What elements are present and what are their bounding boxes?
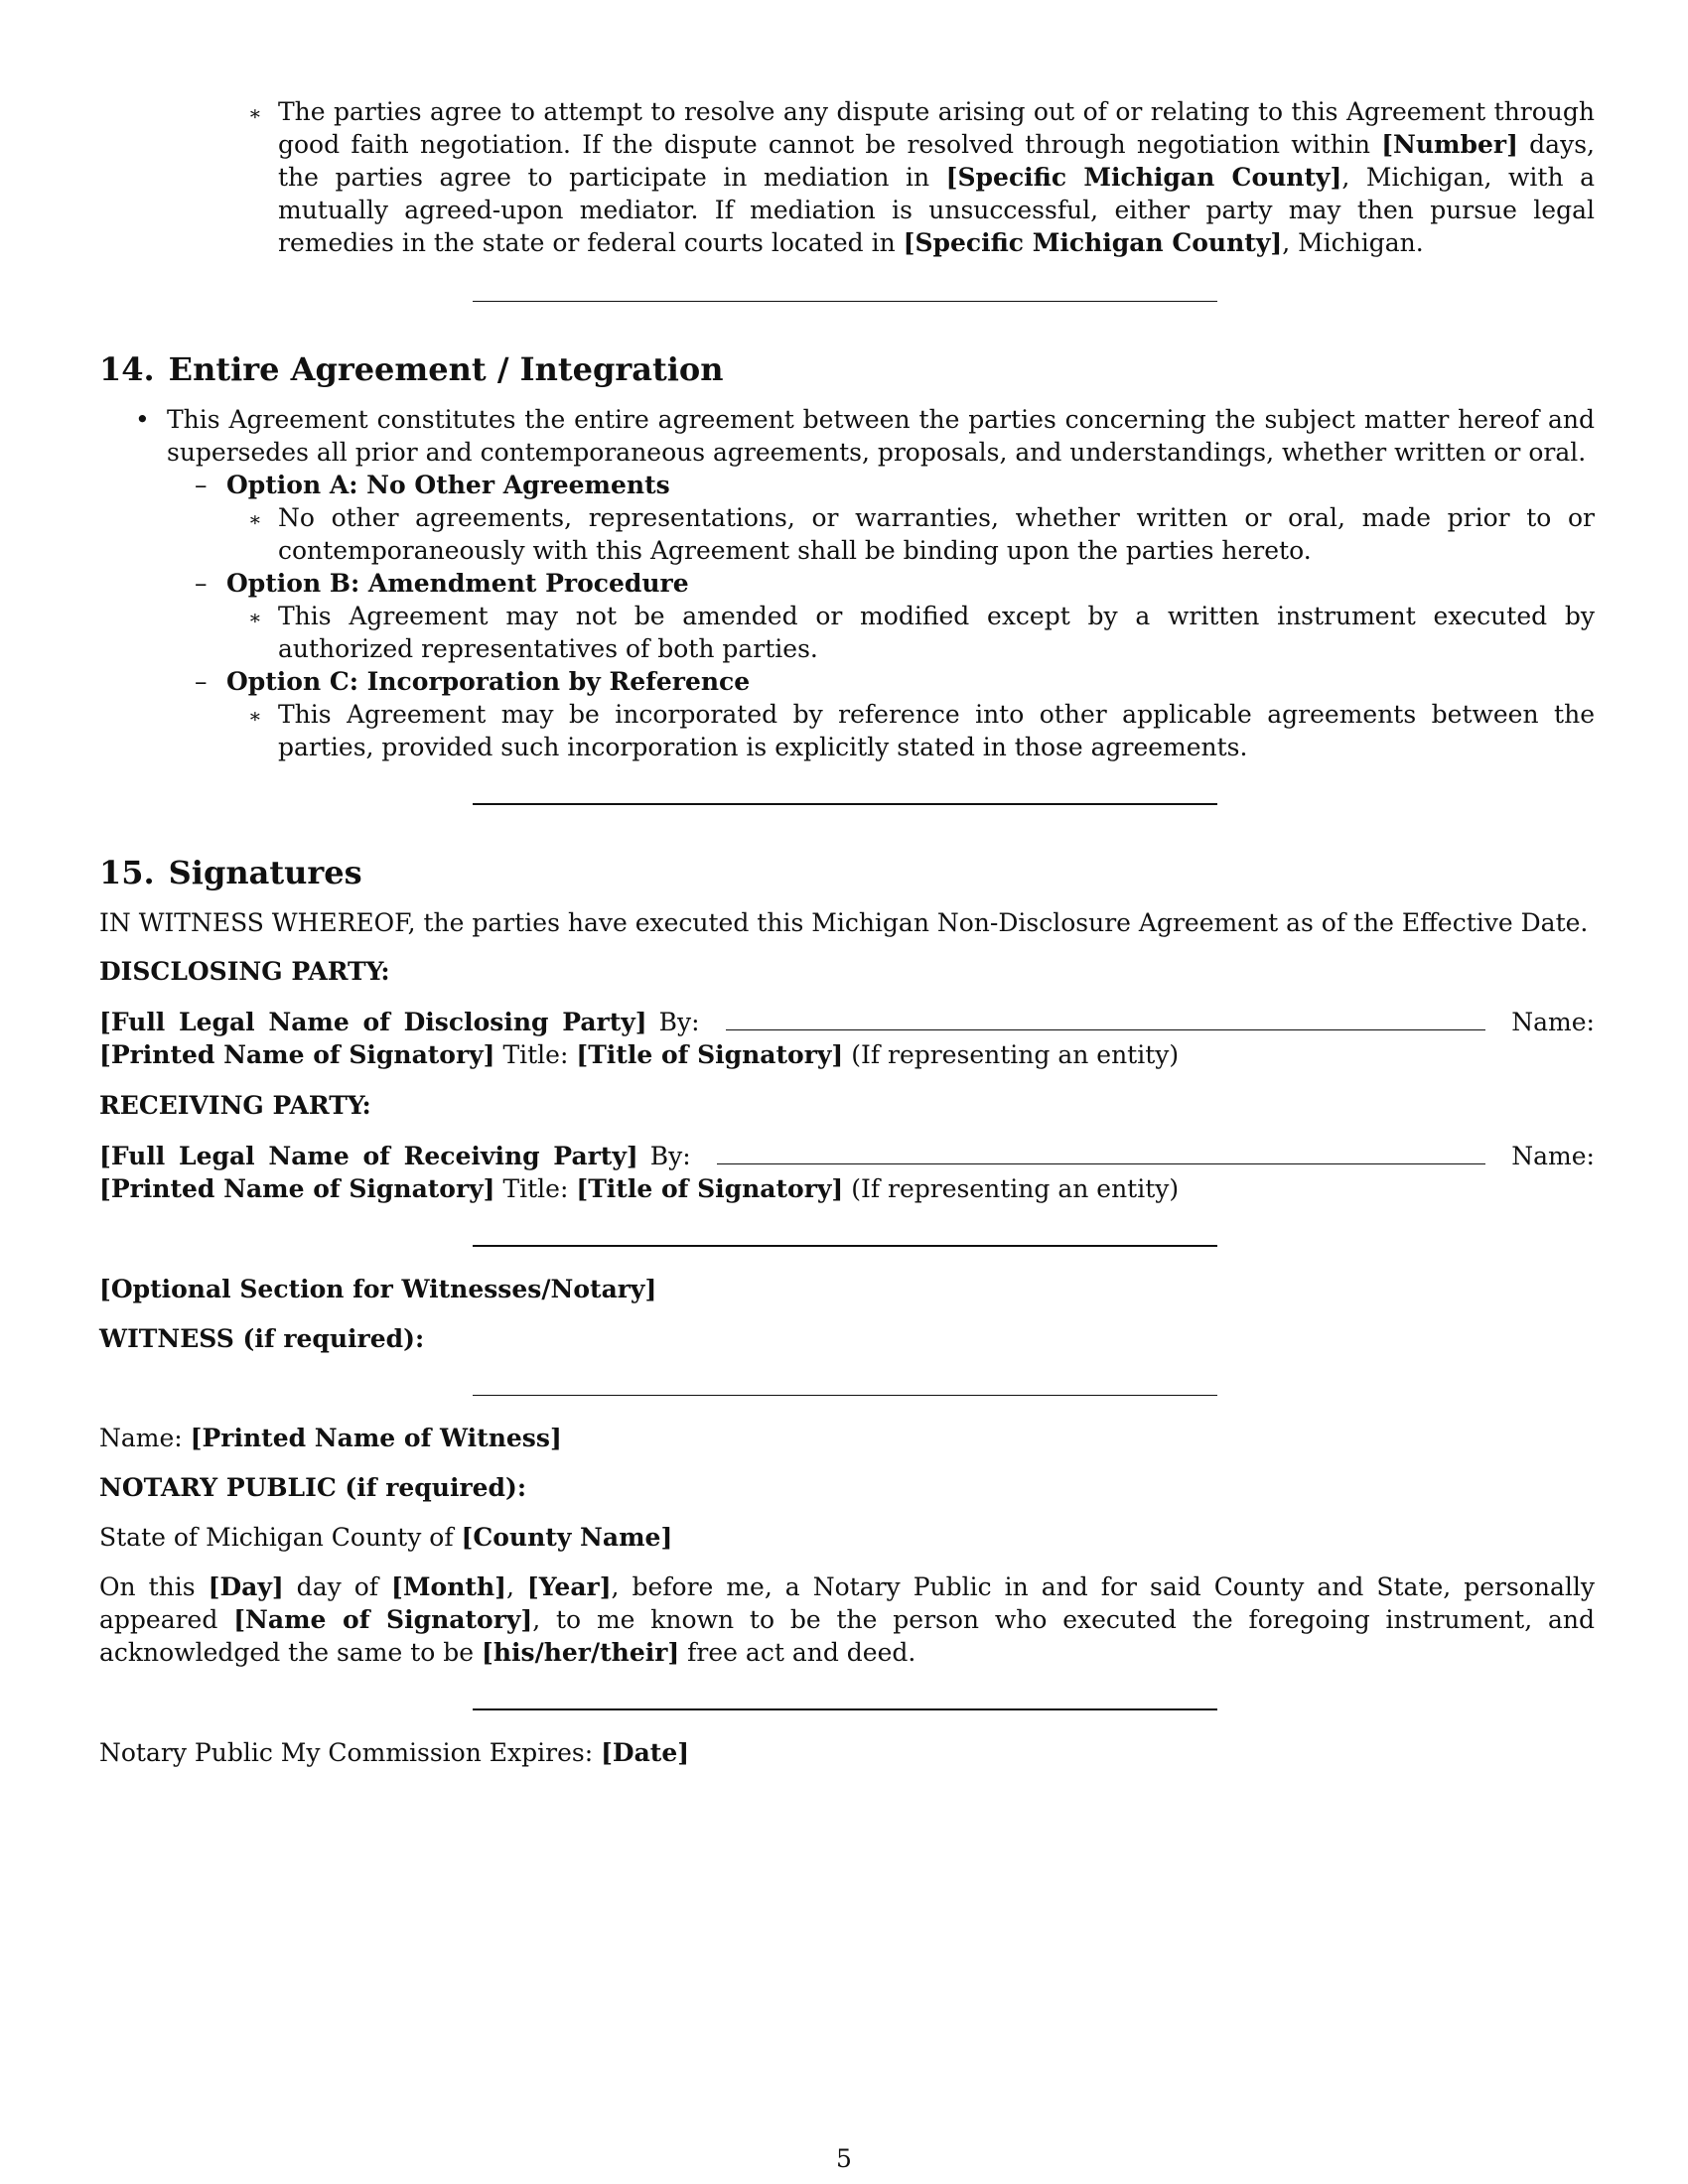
asterisk-bullet-icon: ∗: [248, 101, 262, 125]
disclosing-signature-blank[interactable]: [726, 1008, 1486, 1030]
text-run: , Michigan.: [1282, 228, 1424, 257]
entity-note: (If representing an entity): [851, 1040, 1180, 1069]
section-title: Signatures: [168, 854, 362, 891]
signatory-placeholder: [Printed Name of Signatory]: [99, 1040, 495, 1069]
commission-line: [99, 1736, 1595, 1769]
county-placeholder: [County Name]: [461, 1523, 673, 1552]
option-b-text: This Agreement may not be amended or modified except by a written instrument executed by authorized representatives of both parties.: [278, 602, 1595, 663]
receiving-signature-line: [99, 1140, 1595, 1172]
option-c-text: This Agreement may be incorporated by reference into other applicable agreements between the parties, provided such incorporation is explicitly stated in those agreements.: [278, 700, 1595, 761]
section-number: 15.: [99, 854, 155, 891]
receiving-party-heading: RECEIVING PARTY:: [99, 1091, 371, 1120]
dispute-resolution-text: [278, 95, 1595, 259]
dash-bullet-icon: –: [195, 569, 208, 598]
option-a-detail: [99, 501, 1595, 567]
bullet-icon: •: [135, 405, 150, 434]
optional-section-heading: [Optional Section for Witnesses/Notary]: [99, 1275, 657, 1303]
text-run: days, the parties agree to participate in mediation in: [278, 130, 1595, 192]
date-placeholder: [Date]: [601, 1738, 690, 1767]
title-placeholder: [Title of Signatory]: [576, 1174, 844, 1203]
document-page: [99, 95, 1595, 1769]
option-c-label: Option C: Incorporation by Reference: [226, 667, 751, 696]
receiving-party-name: [Full Legal Name of Receiving Party]: [99, 1142, 638, 1170]
notary-acknowledgment: [99, 1570, 1595, 1669]
witness-clause: IN WITNESS WHEREOF, the parties have executed this Michigan Non-Disclosure Agreement as of the Effective Date.: [99, 908, 1589, 937]
text-run: The parties agree to attempt to resolve any dispute arising out of or relating to this Agreement through good faith negotiation. If the dispute cannot be resolved through negotiation within: [278, 97, 1595, 159]
month-placeholder: [Month]: [391, 1572, 506, 1601]
option-b-label: Option B: Amendment Procedure: [226, 569, 689, 598]
title-placeholder: [Title of Signatory]: [576, 1040, 844, 1069]
disclosing-signature-line: [99, 1006, 1595, 1038]
pronoun-placeholder: [his/her/their]: [482, 1638, 680, 1667]
title-label: Title:: [502, 1174, 569, 1203]
section-15-heading: [99, 853, 1595, 892]
dash-bullet-icon: –: [195, 471, 208, 499]
text-run: , Michigan, with a mutually agreed-upon mediator. If mediation is unsuccessful, either party may then pursue legal remedies in the state or federal courts located in: [278, 163, 1595, 257]
option-a-text: No other agreements, representations, or warranties, whether written or oral, made prior to or contemporaneously with this Agreement shall be binding upon the parties hereto.: [278, 503, 1595, 565]
text-run: , to me known to be the person who executed the foregoing instrument, and acknowledged the same to be: [99, 1605, 1595, 1667]
by-label: By:: [649, 1142, 691, 1170]
page-number: 5: [836, 2144, 852, 2173]
text-run: ,: [505, 1572, 527, 1601]
option-c-item: [99, 665, 1595, 698]
name-label: Name:: [1511, 1142, 1595, 1170]
section-number: 14.: [99, 350, 155, 388]
disclosing-signatory-line: [99, 1038, 1595, 1071]
placeholder-number: [Number]: [1381, 130, 1518, 159]
receiving-signatory-line: [99, 1172, 1595, 1205]
option-b-detail: [99, 600, 1595, 665]
section-14-intro-item: [99, 403, 1595, 469]
state-county-line: [99, 1521, 1595, 1554]
placeholder-county: [Specific Michigan County]: [945, 163, 1342, 192]
title-label: Title:: [502, 1040, 569, 1069]
witness-name-line: [99, 1422, 1595, 1454]
placeholder-county: [Specific Michigan County]: [903, 228, 1283, 257]
by-label: By:: [658, 1008, 700, 1036]
receiving-signature-blank[interactable]: [717, 1142, 1486, 1164]
section-14-intro: This Agreement constitutes the entire agreement between the parties concerning the subject matter hereof and supersedes all prior and contemporaneous agreements, proposals, and understandings, whether written or oral.: [167, 405, 1595, 467]
year-placeholder: [Year]: [526, 1572, 612, 1601]
asterisk-bullet-icon: ∗: [248, 606, 262, 629]
disclosing-party-name: [Full Legal Name of Disclosing Party]: [99, 1008, 647, 1036]
signatory-name-placeholder: [Name of Signatory]: [233, 1605, 533, 1634]
option-a-item: [99, 469, 1595, 501]
text-run: day of: [283, 1572, 392, 1601]
asterisk-bullet-icon: ∗: [248, 507, 262, 531]
option-c-detail: [99, 698, 1595, 763]
day-placeholder: [Day]: [208, 1572, 284, 1601]
witness-heading: WITNESS (if required):: [99, 1324, 425, 1353]
notary-heading: NOTARY PUBLIC (if required):: [99, 1473, 527, 1502]
option-b-item: [99, 567, 1595, 600]
disclosing-party-heading: DISCLOSING PARTY:: [99, 957, 390, 986]
signatory-placeholder: [Printed Name of Signatory]: [99, 1174, 495, 1203]
section-14-heading: [99, 349, 1595, 389]
text-run: free act and deed.: [679, 1638, 916, 1667]
witness-name-placeholder: [Printed Name of Witness]: [190, 1424, 562, 1452]
text-run: On this: [99, 1572, 209, 1601]
text-run: , before me, a Notary Public in and for said County and State, personally appeared: [99, 1572, 1595, 1634]
state-text: State of Michigan County of: [99, 1523, 462, 1552]
section-title: Entire Agreement / Integration: [168, 350, 724, 388]
dash-bullet-icon: –: [195, 667, 208, 696]
option-a-label: Option A: No Other Agreements: [226, 471, 670, 499]
asterisk-bullet-icon: ∗: [248, 704, 262, 728]
name-label: Name:: [99, 1424, 183, 1452]
commission-text: Notary Public My Commission Expires:: [99, 1738, 602, 1767]
dispute-resolution-item: [99, 95, 1595, 259]
name-label: Name:: [1511, 1008, 1595, 1036]
entity-note: (If representing an entity): [851, 1174, 1180, 1203]
